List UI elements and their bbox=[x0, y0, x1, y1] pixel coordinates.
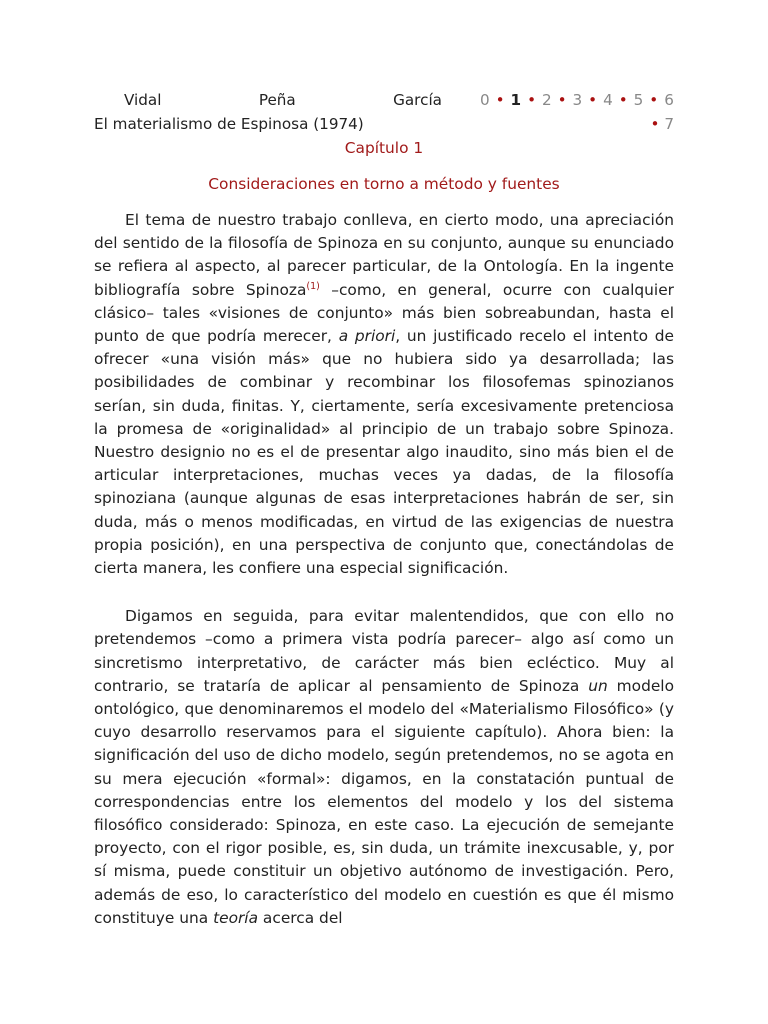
paragraph-1-italic: a priori bbox=[338, 327, 396, 346]
nav-separator: • bbox=[618, 91, 628, 109]
section-title: Consideraciones en torno a método y fuentes bbox=[208, 175, 560, 193]
paragraph-2-text-a: Digamos en seguida, para evitar malentendidos, que con ello no pretendemos –como a primera vista podría parecer– algo así como un sincretismo interpretativo, de carácter más bien ecléctico. Muy al contrario, se trataría de aplicar al pensamiento de Spinoza bbox=[94, 607, 674, 695]
author-last-name: García bbox=[393, 91, 442, 109]
header-row-author bbox=[94, 88, 674, 112]
nav-separator: • bbox=[495, 91, 505, 109]
page-header bbox=[94, 88, 674, 136]
book-title: El materialismo de Espinosa (1974) bbox=[94, 115, 364, 133]
chapter-link-1-current: 1 bbox=[510, 91, 522, 109]
paragraph-1-text-c: , un justificado recelo el intento de ofrecer «una visión más» que no hubiera sido ya desarrollada; las posibilidades de combinar y recombinar los filosofemas spinozianos serían, sin duda, finitas. Y, ciertamente, sería excesivamente pretenciosa la promesa de «originalidad» al principio de un trabajo sobre Spinoza. Nuestro designio no es el de presentar algo inaudito, sino más bien el de articular interpretaciones, muchas veces ya dadas, de la filosofía spinoziana (aunque algunas de esas interpretaciones habrán de ser, sin duda, más o menos modificadas, en virtud de las exigencias de nuestra propia posición), en una perspectiva de conjunto que, conectándolas de cierta manera, les confiere una especial significación. bbox=[94, 327, 674, 578]
author-middle-name: Peña bbox=[258, 91, 296, 109]
paragraph-2-italic-teoria: teoría bbox=[213, 908, 259, 927]
body-text bbox=[94, 209, 674, 955]
paragraph-1 bbox=[94, 209, 674, 580]
chapter-nav bbox=[442, 88, 674, 112]
paragraph-1-text-b: –como, en general, ocurre con cualquier clásico– tales «visiones de conjunto» más bien sobreabundan, hasta el punto de que podría merecer, bbox=[94, 280, 674, 346]
chapter-link-7[interactable]: 7 bbox=[664, 115, 674, 133]
nav-separator: • bbox=[649, 91, 659, 109]
nav-separator: • bbox=[557, 91, 567, 109]
paragraph-1-text-a: El tema de nuestro trabajo conlleva, en cierto modo, una apreciación del sentido de la filosofía de Spinoza en su conjunto, aunque su enunciado se refiera al aspecto, al parecer particular, de la Ontología. En la ingente bibliografía sobre Spinoza bbox=[94, 211, 674, 299]
author-first-name: Vidal bbox=[124, 91, 162, 109]
chapter-link-4[interactable]: 4 bbox=[603, 91, 613, 109]
nav-separator: • bbox=[588, 91, 598, 109]
chapter-nav-continued bbox=[651, 112, 674, 136]
chapter-link-3[interactable]: 3 bbox=[572, 91, 583, 109]
paragraph-2-text-c: acerca del bbox=[258, 908, 343, 927]
chapter-title: Capítulo 1 bbox=[344, 139, 424, 157]
nav-separator: • bbox=[527, 91, 537, 109]
footnote-link-1[interactable]: (1) bbox=[306, 280, 320, 292]
chapter-link-6[interactable]: 6 bbox=[664, 91, 674, 109]
paragraph-2-text-b: modelo ontológico, que denominaremos el modelo del «Materialismo Filosófico» (y cuyo desarrollo reservamos para el siguiente capítulo). Ahora bien: la significación del uso de dicho modelo, según pretendemos, no se agota en su mera ejecución «formal»: digamos, en la constatación puntual de correspondencias entre los elementos del modelo y los del sistema filosófico considerado: Spinoza, en este caso. La ejecución de semejante proyecto, con el rigor posible, es, sin duda, un trámite inexcusable, y, por sí misma, puede constituir un objetivo autónomo de investigación. Pero, además de eso, lo característico del modelo en cuestión es que él mismo constituye una bbox=[94, 676, 675, 927]
paragraph-2-italic-un: un bbox=[588, 676, 608, 695]
paragraph-2 bbox=[94, 605, 674, 930]
header-row-book bbox=[94, 112, 674, 136]
chapter-link-5[interactable]: 5 bbox=[633, 91, 644, 109]
nav-separator: • bbox=[650, 115, 660, 133]
author-name bbox=[94, 88, 442, 112]
chapter-link-0[interactable]: 0 bbox=[480, 91, 490, 109]
chapter-link-2[interactable]: 2 bbox=[542, 91, 552, 109]
